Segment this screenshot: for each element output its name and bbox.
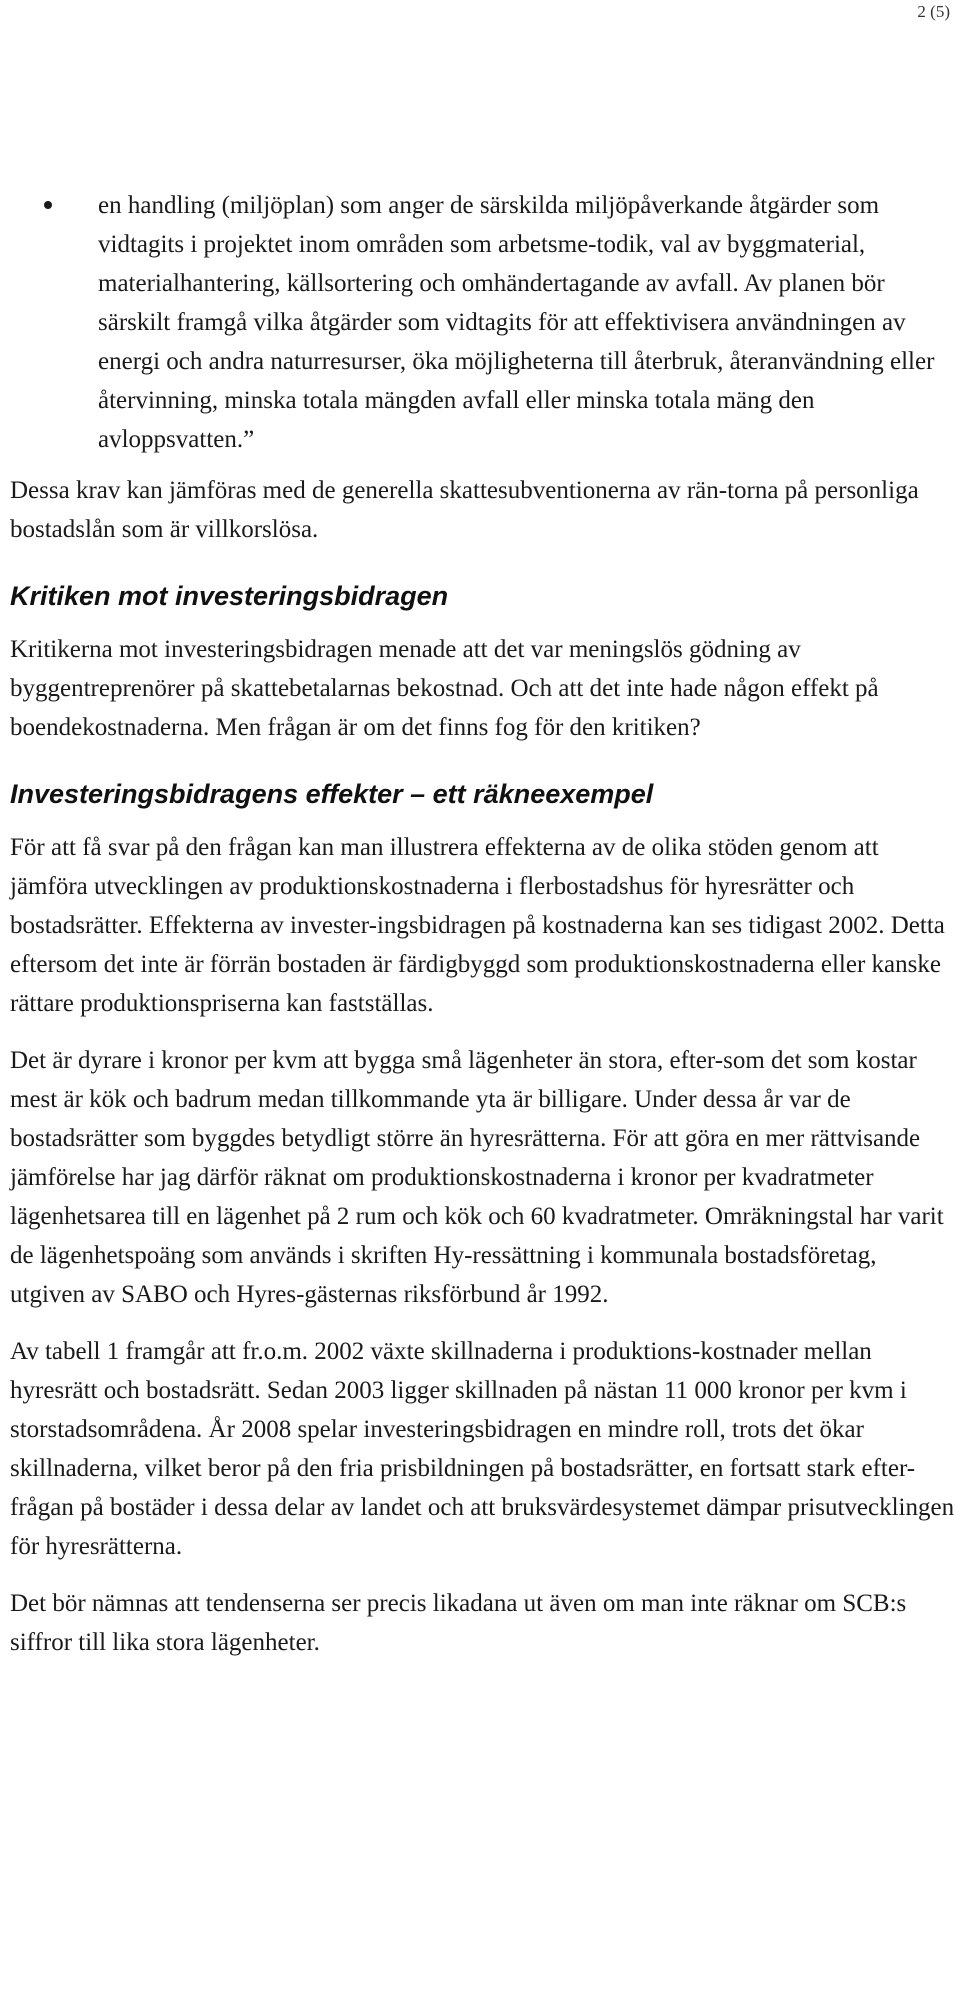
section-heading-effects: Investeringsbidragens effekter – ett räkneexempel — [10, 779, 654, 809]
effects-paragraph-2: Det är dyrare i kronor per kvm att bygga små lägenheter än stora, efter-som det som kostar mest är kök och badrum medan tillkommande yta är billigare. Under dessa år var de bostadsrätter som byggdes betydligt större än hyresrätterna. För att göra en mer rättvisande jämförelse har jag därför räknat om produktionskostnaderna i kronor per kvadratmeter lägenhetsarea till en lägenhet på 2 rum och kök och 60 kvadratmeter. Omräkningstal har varit de lägenhetspoäng som används i skriften Hy-ressättning i kommunala bostadsföretag, utgiven av SABO och Hyres-gästernas riksförbund år 1992. — [10, 1047, 944, 1308]
page-number: 2 (5) — [917, 2, 950, 21]
bullet-list-item — [10, 186, 955, 459]
bullet-dot-icon — [44, 201, 52, 209]
document-body — [10, 186, 955, 1662]
effects-paragraph-1: För att få svar på den frågan kan man illustrera effekterna av de olika stöden genom att jämföra utvecklingen av produktionskostnaderna i flerbostadshus för hyresrätter och bostadsrätter. Effekterna av invester-ingsbidragen på kostnaderna kan ses tidigast 2002. Detta eftersom det inte är förrän bostaden är färdigbyggd som produktionskostnaderna eller kanske rättare produktionspriserna kan fastställas. — [10, 834, 945, 1017]
bullet-text: en handling (miljöplan) som anger de särskilda miljöpåverkande åtgärder som vidtagits i projektet inom områden som arbetsme-todik, val av byggmaterial, materialhantering, källsortering och omhändertagande av avfall. Av planen bör särskilt framgå vilka åtgärder som vidtagits för att effektivisera användningen av energi och andra naturresurser, öka möjligheterna till återbruk, återanvändning eller återvinning, minska totala mängden avfall eller minska totala mäng den avloppsvatten.” — [98, 192, 935, 453]
effects-paragraph-3: Av tabell 1 framgår att fr.o.m. 2002 växte skillnaderna i produktions-kostnader mellan hyresrätt och bostadsrätt. Sedan 2003 ligger skillnaden på nästan 11 000 kronor per kvm i storstadsområdena. År 2008 spelar investeringsbidragen en mindre roll, trots det ökar skillnaderna, vilket beror på den fria prisbildningen på bostadsrätter, en fortsatt stark efter-frågan på bostäder i dessa delar av landet och att bruksvärdesystemet dämpar prisutvecklingen för hyresrätterna. — [10, 1338, 955, 1560]
intro-paragraph: Dessa krav kan jämföras med de generella skattesubventionerna av rän-torna på personliga bostadslån som är villkorslösa. — [10, 477, 919, 543]
section-heading-criticism: Kritiken mot investeringsbidragen — [10, 581, 449, 611]
criticism-paragraph: Kritikerna mot investeringsbidragen menade att det var meningslös gödning av byggentreprenörer på skattebetalarnas bekostnad. Och att det inte hade någon effekt på boendekostnaderna. Men frågan är om det finns fog för den kritiken? — [10, 636, 879, 741]
effects-paragraph-4: Det bör nämnas att tendenserna ser precis likadana ut även om man inte räknar om SCB:s siffror till lika stora lägenheter. — [10, 1590, 907, 1656]
